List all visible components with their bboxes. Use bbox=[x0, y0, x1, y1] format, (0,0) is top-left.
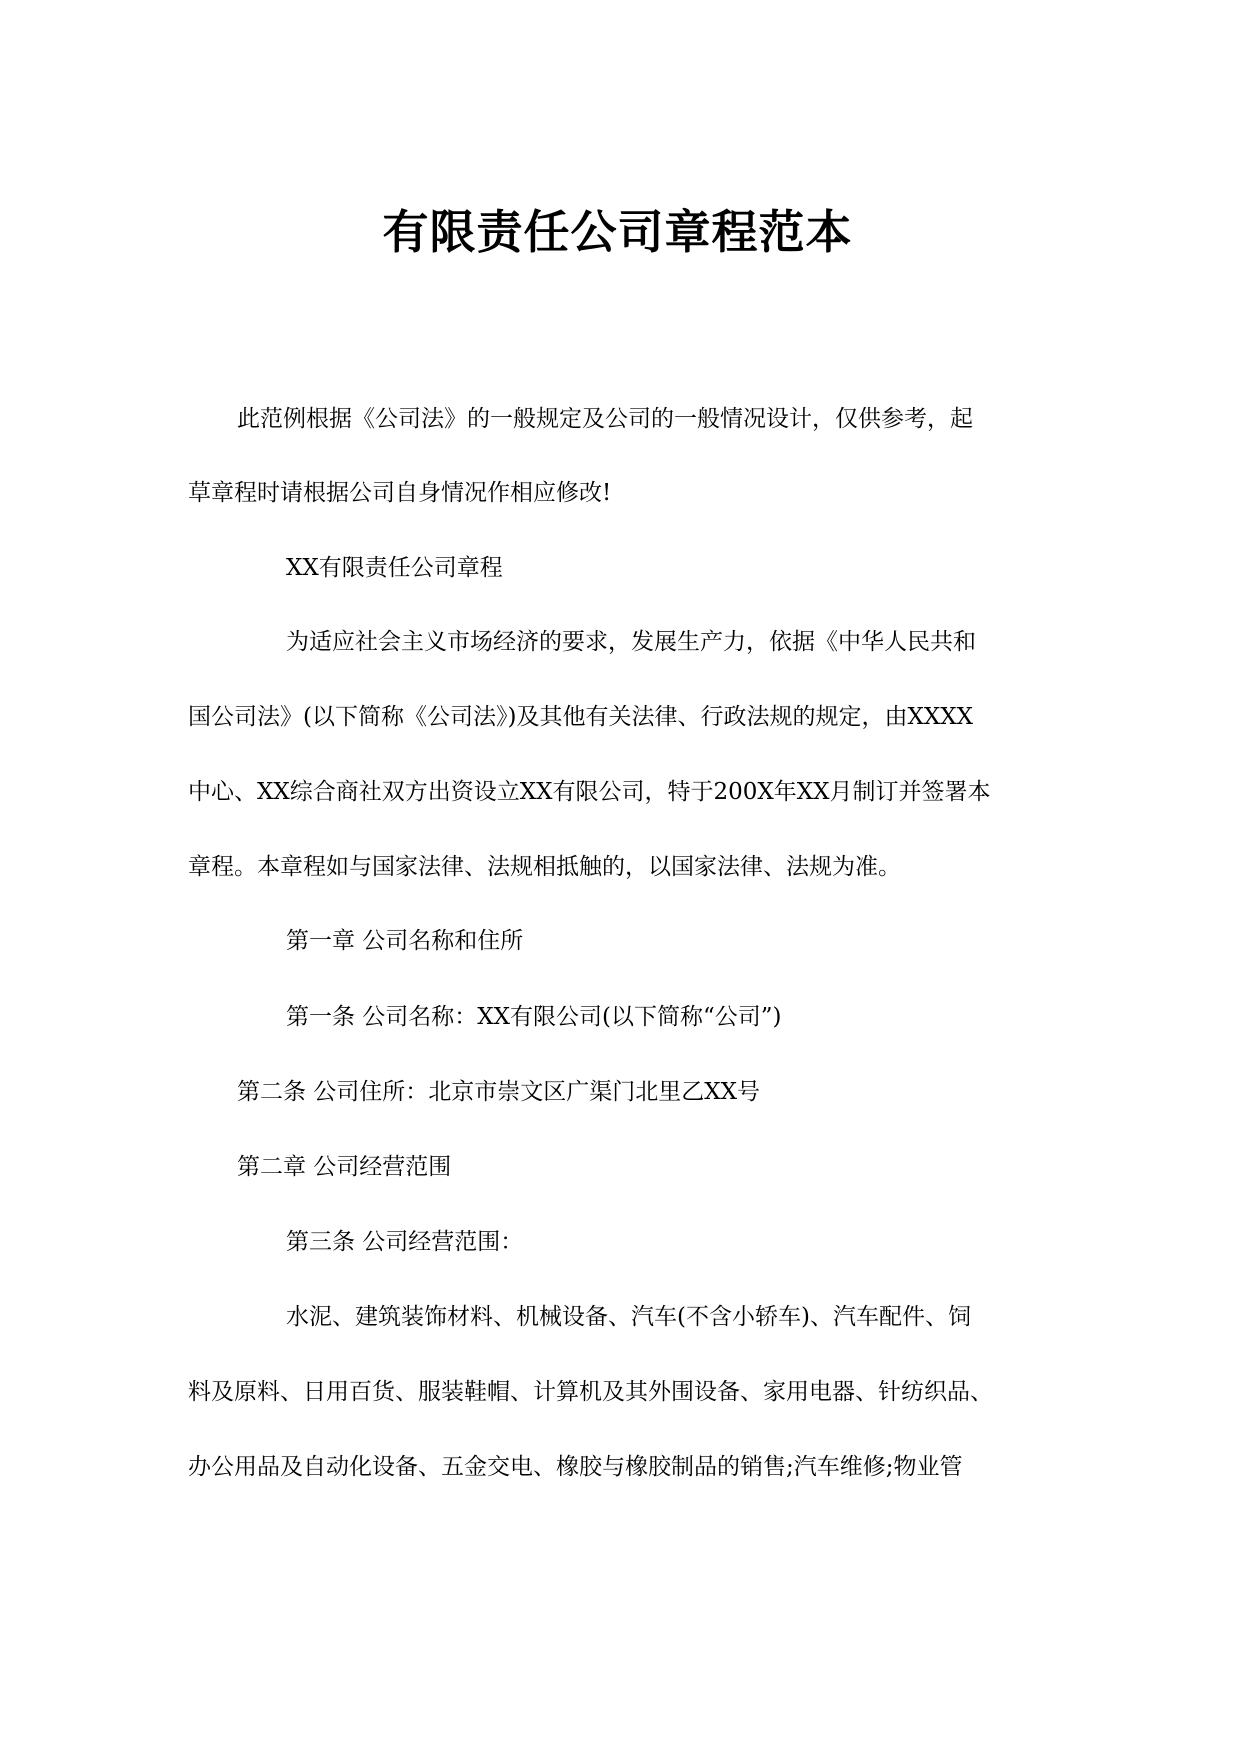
intro-line-1: 此范例根据《公司法》的一般规定及公司的一般情况设计，仅供参考，起 bbox=[237, 406, 973, 432]
intro-line-2: 草章程时请根据公司自身情况作相应修改! bbox=[188, 480, 612, 506]
article-1: 第一条 公司名称：XX有限公司(以下简称“公司”) bbox=[286, 1004, 782, 1030]
preamble-line-3: 中心、XX综合商社双方出资设立XX有限公司，特于200X年XX月制订并签署本 bbox=[188, 779, 991, 805]
chapter-1-heading: 第一章 公司名称和住所 bbox=[286, 928, 524, 954]
charter-heading: XX有限责任公司章程 bbox=[286, 555, 503, 581]
document-title: 有限责任公司章程范本 bbox=[382, 205, 853, 259]
scope-line-2: 料及原料、日用百货、服装鞋帽、计算机及其外围设备、家用电器、针纺织品、 bbox=[188, 1379, 993, 1405]
preamble-line-4: 章程。本章程如与国家法律、法规相抵触的，以国家法律、法规为准。 bbox=[188, 854, 901, 880]
preamble-line-1: 为适应社会主义市场经济的要求，发展生产力，依据《中华人民共和 bbox=[286, 629, 976, 655]
preamble-line-2: 国公司法》(以下简称《公司法》)及其他有关法律、行政法规的规定，由XXXX bbox=[188, 704, 973, 730]
article-3: 第三条 公司经营范围： bbox=[286, 1229, 524, 1255]
chapter-2-heading: 第二章 公司经营范围 bbox=[237, 1154, 452, 1180]
article-2: 第二条 公司住所：北京市崇文区广渠门北里乙XX号 bbox=[237, 1079, 761, 1105]
scope-line-1: 水泥、建筑装饰材料、机械设备、汽车(不含小轿车)、汽车配件、饲 bbox=[286, 1304, 971, 1330]
scope-line-3: 办公用品及自动化设备、五金交电、橡胶与橡胶制品的销售;汽车维修;物业管 bbox=[188, 1454, 963, 1480]
